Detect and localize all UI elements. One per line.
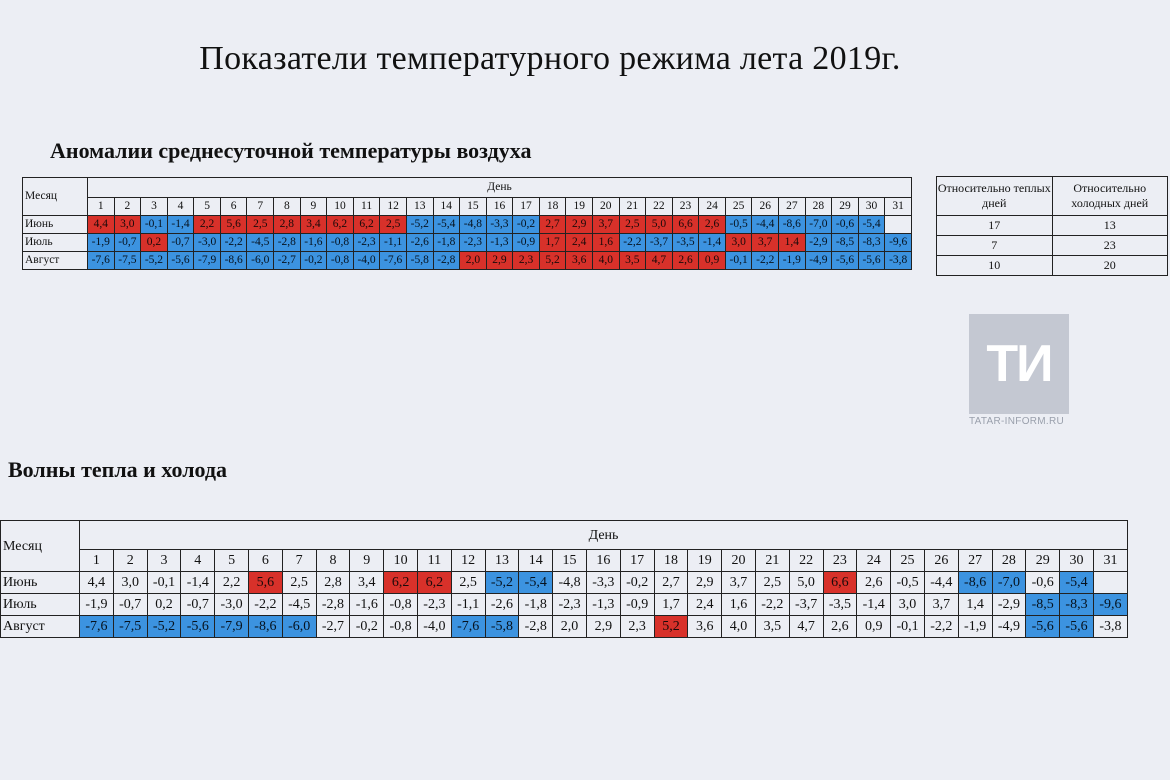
day-number: 14 (519, 550, 553, 572)
value-cell: 3,0 (114, 216, 141, 234)
value-cell: 1,6 (592, 234, 619, 252)
value-cell: -7,9 (215, 616, 249, 638)
value-cell: -3,7 (646, 234, 673, 252)
value-cell: 3,7 (924, 594, 958, 616)
value-cell: 2,5 (755, 572, 789, 594)
value-cell: -9,6 (885, 234, 912, 252)
day-number: 9 (350, 550, 384, 572)
value-cell: 1,6 (722, 594, 756, 616)
value-cell: 2,6 (699, 216, 726, 234)
day-number: 6 (248, 550, 282, 572)
value-cell: -2,2 (248, 594, 282, 616)
warm-days-count: 10 (937, 256, 1053, 276)
day-header: День (88, 178, 912, 198)
day-number: 11 (353, 198, 380, 216)
month-label: Июль (23, 234, 88, 252)
value-cell: -5,4 (433, 216, 460, 234)
anomalies-table (22, 177, 912, 270)
cold-days-count: 20 (1052, 256, 1168, 276)
day-number: 5 (215, 550, 249, 572)
day-number: 27 (779, 198, 806, 216)
value-cell: -4,5 (247, 234, 274, 252)
value-cell: -3,8 (885, 252, 912, 270)
value-cell: 4,7 (646, 252, 673, 270)
value-cell: -3,3 (586, 572, 620, 594)
value-cell: 2,5 (451, 572, 485, 594)
value-cell: 2,8 (316, 572, 350, 594)
value-cell: -3,3 (486, 216, 513, 234)
day-number: 26 (924, 550, 958, 572)
day-number: 2 (114, 198, 141, 216)
value-cell: -7,9 (194, 252, 221, 270)
value-cell: -0,2 (620, 572, 654, 594)
value-cell: -2,6 (485, 594, 519, 616)
day-number: 29 (1026, 550, 1060, 572)
day-number: 12 (380, 198, 407, 216)
day-number: 24 (699, 198, 726, 216)
value-cell: -2,8 (519, 616, 553, 638)
value-cell: 2,7 (654, 572, 688, 594)
value-cell: -7,6 (451, 616, 485, 638)
value-cell: -1,6 (350, 594, 384, 616)
value-cell: 2,6 (857, 572, 891, 594)
day-number: 15 (460, 198, 487, 216)
day-number: 15 (553, 550, 587, 572)
value-cell: -2,6 (406, 234, 433, 252)
value-cell: -3,0 (215, 594, 249, 616)
value-cell: -0,8 (384, 594, 418, 616)
value-cell: 2,5 (282, 572, 316, 594)
day-number: 14 (433, 198, 460, 216)
day-number: 23 (823, 550, 857, 572)
day-number: 18 (654, 550, 688, 572)
day-number: 19 (566, 198, 593, 216)
value-cell: -2,3 (460, 234, 487, 252)
value-cell: 1,4 (958, 594, 992, 616)
value-cell: -4,5 (282, 594, 316, 616)
value-cell: 2,3 (620, 616, 654, 638)
value-cell: 0,9 (699, 252, 726, 270)
summary-row (937, 236, 1168, 256)
value-cell: 2,9 (586, 616, 620, 638)
day-number: 6 (220, 198, 247, 216)
value-cell: -3,8 (1093, 616, 1127, 638)
value-cell: -8,3 (858, 234, 885, 252)
value-cell: -2,7 (274, 252, 301, 270)
value-cell: -3,7 (789, 594, 823, 616)
value-cell: -5,2 (485, 572, 519, 594)
value-cell: -8,5 (1026, 594, 1060, 616)
value-cell: -1,9 (958, 616, 992, 638)
value-cell: -5,8 (406, 252, 433, 270)
value-cell: 2,0 (553, 616, 587, 638)
summary-row (937, 216, 1168, 236)
day-number: 1 (88, 198, 115, 216)
anomalies-title: Аномалии среднесуточной температуры воздуха (50, 138, 532, 163)
day-number: 4 (181, 550, 215, 572)
day-number: 19 (688, 550, 722, 572)
day-header: День (80, 521, 1128, 550)
value-cell: -0,2 (300, 252, 327, 270)
value-cell: -5,4 (1060, 572, 1094, 594)
day-number: 30 (1060, 550, 1094, 572)
month-label: Август (1, 616, 80, 638)
value-cell: -0,1 (725, 252, 752, 270)
day-number: 17 (620, 550, 654, 572)
value-cell: -0,7 (181, 594, 215, 616)
value-cell: 5,0 (789, 572, 823, 594)
value-cell: 3,0 (113, 572, 147, 594)
value-cell: 3,7 (592, 216, 619, 234)
day-number: 21 (755, 550, 789, 572)
month-label: Июнь (1, 572, 80, 594)
day-number: 12 (451, 550, 485, 572)
waves-title: Волны тепла и холода (8, 457, 228, 482)
value-cell: 2,9 (566, 216, 593, 234)
value-cell: -0,7 (167, 234, 194, 252)
value-cell: 1,7 (654, 594, 688, 616)
day-number: 7 (247, 198, 274, 216)
value-cell: -5,2 (147, 616, 181, 638)
day-number: 11 (417, 550, 451, 572)
value-cell: -5,6 (167, 252, 194, 270)
value-cell: 2,4 (688, 594, 722, 616)
value-cell: -7,5 (113, 616, 147, 638)
value-cell: -1,6 (300, 234, 327, 252)
table-row (23, 216, 912, 234)
day-number: 10 (384, 550, 418, 572)
value-cell: 4,0 (592, 252, 619, 270)
day-number: 5 (194, 198, 221, 216)
value-cell: 5,0 (646, 216, 673, 234)
value-cell: -8,6 (248, 616, 282, 638)
value-cell: -5,6 (1060, 616, 1094, 638)
value-cell: 5,2 (539, 252, 566, 270)
day-number: 1 (80, 550, 114, 572)
value-cell: -1,1 (380, 234, 407, 252)
day-numbers-row (1, 550, 1128, 572)
value-cell: 3,5 (755, 616, 789, 638)
value-cell: 2,5 (380, 216, 407, 234)
cold-days-header: Относительно холодных дней (1052, 177, 1168, 216)
day-number: 7 (282, 550, 316, 572)
value-cell: 3,7 (722, 572, 756, 594)
value-cell: -2,2 (619, 234, 646, 252)
day-number: 28 (992, 550, 1026, 572)
day-number: 13 (485, 550, 519, 572)
value-cell: -5,2 (141, 252, 168, 270)
value-cell: 2,9 (688, 572, 722, 594)
table-row (1, 572, 1128, 594)
day-number: 20 (722, 550, 756, 572)
value-cell: -4,0 (417, 616, 451, 638)
value-cell: -3,0 (194, 234, 221, 252)
value-cell: 2,6 (672, 252, 699, 270)
warm-days-count: 7 (937, 236, 1053, 256)
month-label: Август (23, 252, 88, 270)
value-cell: 2,4 (566, 234, 593, 252)
value-cell: -1,1 (451, 594, 485, 616)
value-cell: -2,9 (992, 594, 1026, 616)
value-cell: -0,9 (513, 234, 540, 252)
value-cell: -0,1 (141, 216, 168, 234)
value-cell: 5,6 (248, 572, 282, 594)
table-row (1, 594, 1128, 616)
month-label: Июль (1, 594, 80, 616)
value-cell: 2,8 (274, 216, 301, 234)
header-row (1, 521, 1128, 550)
value-cell: -1,9 (88, 234, 115, 252)
value-cell: 6,2 (353, 216, 380, 234)
waves-table (0, 520, 1128, 638)
value-cell: -4,9 (805, 252, 832, 270)
value-cell: 2,7 (539, 216, 566, 234)
value-cell: -9,6 (1093, 594, 1127, 616)
value-cell: 0,9 (857, 616, 891, 638)
month-label: Июнь (23, 216, 88, 234)
value-cell: -5,6 (832, 252, 859, 270)
month-header: Месяц (1, 521, 80, 572)
value-cell: 4,7 (789, 616, 823, 638)
value-cell: -2,2 (220, 234, 247, 252)
value-cell: -2,8 (274, 234, 301, 252)
day-number: 3 (141, 198, 168, 216)
value-cell: 3,0 (891, 594, 925, 616)
day-number: 17 (513, 198, 540, 216)
value-cell: -0,8 (384, 616, 418, 638)
value-cell: -1,8 (433, 234, 460, 252)
value-cell: 6,6 (672, 216, 699, 234)
value-cell: -0,6 (832, 216, 859, 234)
value-cell: -0,8 (327, 234, 354, 252)
value-cell: -2,3 (417, 594, 451, 616)
cold-days-count: 13 (1052, 216, 1168, 236)
value-cell: 3,4 (300, 216, 327, 234)
value-cell: -0,8 (327, 252, 354, 270)
day-number: 31 (885, 198, 912, 216)
day-number: 9 (300, 198, 327, 216)
value-cell: -5,8 (485, 616, 519, 638)
value-cell: -4,8 (553, 572, 587, 594)
day-number: 4 (167, 198, 194, 216)
day-number: 23 (672, 198, 699, 216)
value-cell: -0,1 (891, 616, 925, 638)
value-cell: 5,2 (654, 616, 688, 638)
value-cell: -6,0 (282, 616, 316, 638)
value-cell: -4,9 (992, 616, 1026, 638)
value-cell: 4,4 (80, 572, 114, 594)
day-number: 22 (789, 550, 823, 572)
value-cell: -2,2 (755, 594, 789, 616)
summary-table (936, 176, 1168, 276)
value-cell: -1,4 (699, 234, 726, 252)
value-cell (1093, 572, 1127, 594)
day-number: 25 (891, 550, 925, 572)
value-cell: -0,6 (1026, 572, 1060, 594)
value-cell (885, 216, 912, 234)
value-cell: -2,3 (553, 594, 587, 616)
month-header: Месяц (23, 178, 88, 216)
value-cell: 2,0 (460, 252, 487, 270)
value-cell: -8,3 (1060, 594, 1094, 616)
table-row (23, 234, 912, 252)
day-number: 2 (113, 550, 147, 572)
value-cell: 4,4 (88, 216, 115, 234)
value-cell: -7,0 (805, 216, 832, 234)
day-number: 20 (592, 198, 619, 216)
value-cell: -7,6 (88, 252, 115, 270)
value-cell: -7,5 (114, 252, 141, 270)
value-cell: -8,6 (220, 252, 247, 270)
value-cell: -5,6 (858, 252, 885, 270)
day-number: 27 (958, 550, 992, 572)
day-number: 25 (725, 198, 752, 216)
value-cell: 3,6 (566, 252, 593, 270)
value-cell: -7,0 (992, 572, 1026, 594)
value-cell: 1,4 (779, 234, 806, 252)
value-cell: -0,1 (147, 572, 181, 594)
value-cell: -0,2 (513, 216, 540, 234)
value-cell: -0,9 (620, 594, 654, 616)
value-cell: -0,7 (113, 594, 147, 616)
value-cell: 3,5 (619, 252, 646, 270)
value-cell: -5,2 (406, 216, 433, 234)
day-number: 29 (832, 198, 859, 216)
warm-days-header: Относительно теплых дней (937, 177, 1053, 216)
day-number: 21 (619, 198, 646, 216)
value-cell: 2,5 (619, 216, 646, 234)
day-number: 18 (539, 198, 566, 216)
day-number: 26 (752, 198, 779, 216)
value-cell: 0,2 (141, 234, 168, 252)
table-row (1, 616, 1128, 638)
value-cell: -1,9 (80, 594, 114, 616)
value-cell: -8,6 (779, 216, 806, 234)
value-cell: -4,4 (752, 216, 779, 234)
table-row (23, 252, 912, 270)
value-cell: -7,6 (80, 616, 114, 638)
value-cell: -2,3 (353, 234, 380, 252)
watermark-logo: ТИ (969, 314, 1069, 414)
value-cell: -2,8 (316, 594, 350, 616)
value-cell: -3,5 (823, 594, 857, 616)
header-row (23, 178, 912, 198)
value-cell: -8,6 (958, 572, 992, 594)
value-cell: -1,4 (857, 594, 891, 616)
value-cell: -2,9 (805, 234, 832, 252)
value-cell: -6,0 (247, 252, 274, 270)
value-cell: -5,4 (858, 216, 885, 234)
value-cell: -1,3 (586, 594, 620, 616)
day-number: 13 (406, 198, 433, 216)
value-cell: -2,7 (316, 616, 350, 638)
value-cell: 0,2 (147, 594, 181, 616)
value-cell: -4,8 (460, 216, 487, 234)
value-cell: 3,7 (752, 234, 779, 252)
day-number: 24 (857, 550, 891, 572)
value-cell: -2,2 (924, 616, 958, 638)
day-number: 31 (1093, 550, 1127, 572)
summary-row (937, 256, 1168, 276)
value-cell: 3,4 (350, 572, 384, 594)
value-cell: -4,4 (924, 572, 958, 594)
value-cell: -0,7 (114, 234, 141, 252)
day-number: 8 (274, 198, 301, 216)
value-cell: -1,4 (167, 216, 194, 234)
value-cell: -0,5 (891, 572, 925, 594)
value-cell: 2,5 (247, 216, 274, 234)
value-cell: -2,8 (433, 252, 460, 270)
day-number: 10 (327, 198, 354, 216)
value-cell: 4,0 (722, 616, 756, 638)
day-number: 30 (858, 198, 885, 216)
value-cell: 6,2 (327, 216, 354, 234)
value-cell: 1,7 (539, 234, 566, 252)
day-numbers-row (23, 198, 912, 216)
day-number: 3 (147, 550, 181, 572)
value-cell: -8,5 (832, 234, 859, 252)
value-cell: -4,0 (353, 252, 380, 270)
value-cell: 2,2 (215, 572, 249, 594)
value-cell: 2,3 (513, 252, 540, 270)
value-cell: -0,5 (725, 216, 752, 234)
value-cell: -2,2 (752, 252, 779, 270)
day-number: 16 (486, 198, 513, 216)
warm-days-count: 17 (937, 216, 1053, 236)
value-cell: 3,0 (725, 234, 752, 252)
cold-days-count: 23 (1052, 236, 1168, 256)
value-cell: -3,5 (672, 234, 699, 252)
value-cell: 2,9 (486, 252, 513, 270)
page-title: Показатели температурного режима лета 2019г. (199, 40, 901, 77)
day-number: 22 (646, 198, 673, 216)
value-cell: 2,6 (823, 616, 857, 638)
value-cell: -5,6 (181, 616, 215, 638)
value-cell: -7,6 (380, 252, 407, 270)
value-cell: 2,2 (194, 216, 221, 234)
value-cell: -1,8 (519, 594, 553, 616)
value-cell: -1,9 (779, 252, 806, 270)
day-number: 28 (805, 198, 832, 216)
value-cell: -0,2 (350, 616, 384, 638)
value-cell: 5,6 (220, 216, 247, 234)
value-cell: 6,2 (384, 572, 418, 594)
value-cell: -1,4 (181, 572, 215, 594)
value-cell: -5,6 (1026, 616, 1060, 638)
value-cell: -5,4 (519, 572, 553, 594)
watermark-caption: TATAR-INFORM.RU (969, 416, 1065, 427)
value-cell: -1,3 (486, 234, 513, 252)
day-number: 16 (586, 550, 620, 572)
value-cell: 3,6 (688, 616, 722, 638)
value-cell: 6,6 (823, 572, 857, 594)
value-cell: 6,2 (417, 572, 451, 594)
day-number: 8 (316, 550, 350, 572)
